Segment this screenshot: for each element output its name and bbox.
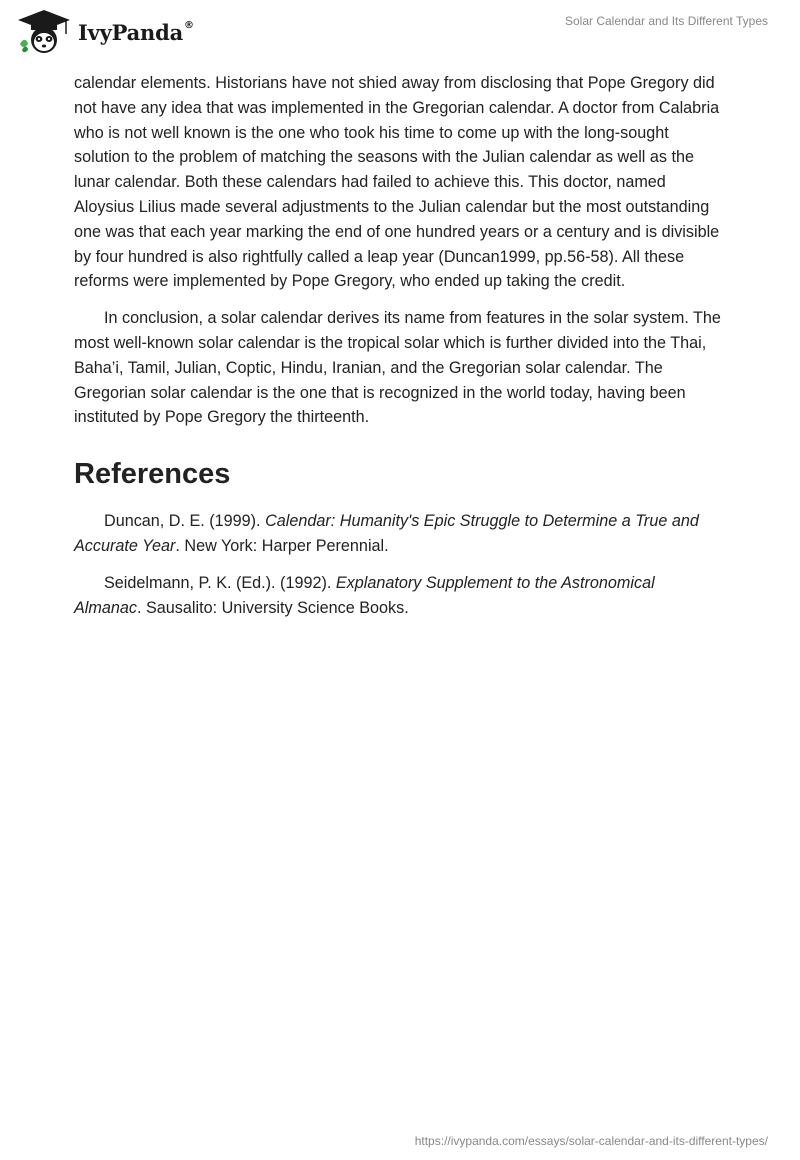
brand-logo[interactable] (14, 8, 194, 54)
source-url[interactable]: https://ivypanda.com/essays/solar-calendar-and-its-different-types/ (414, 1134, 768, 1148)
body-paragraph-1: calendar elements. Historians have not shied away from disclosing that Pope Gregory did not have any idea that was implemented in the Gregorian calendar. A doctor from Calabria who is not well known is the one who took his time to come up with the long-sought solution to the problem of matching the seasons with the Julian calendar as well as the lunar calendar. Both these calendars had failed to achieve this. This doctor, named Aloysius Lilius made several adjustments to the Julian calendar but the most outstanding one was that each year marking the end of one hundred years or a century and is divisible by four hundred is also rightfully called a leap year (Duncan1999, pp.56-58). All these reforms were implemented by Pope Gregory, who ended up taking the credit. (74, 74, 720, 291)
essay-content (74, 71, 724, 632)
brand-name: IvyPanda® (78, 19, 194, 45)
reference-item: Duncan, D. E. (1999). Calendar: Humanity's Epic Struggle to Determine a True and Accurate Year. New York: Harper Perennial. (74, 512, 699, 555)
reference-item: Seidelmann, P. K. (Ed.). (1992). Explanatory Supplement to the Astronomical Almanac. Sausalito: University Science Books. (74, 573, 655, 617)
document-title: Solar Calendar and Its Different Types (564, 14, 768, 28)
body-paragraph-2: In conclusion, a solar calendar derives its name from features in the solar system. The most well-known solar calendar is the tropical solar which is further divided into the Thai, Baha’i, Tamil, Julian, Coptic, Hindu, Iranian, and the Gregorian solar calendar. The Gregorian solar calendar is the one that is recognized in the world today, having been instituted by Pope Gregory the thirteenth. (74, 309, 721, 427)
references-heading: References (74, 458, 231, 491)
panda-graduate-icon (14, 8, 74, 54)
page-header (0, 0, 800, 64)
